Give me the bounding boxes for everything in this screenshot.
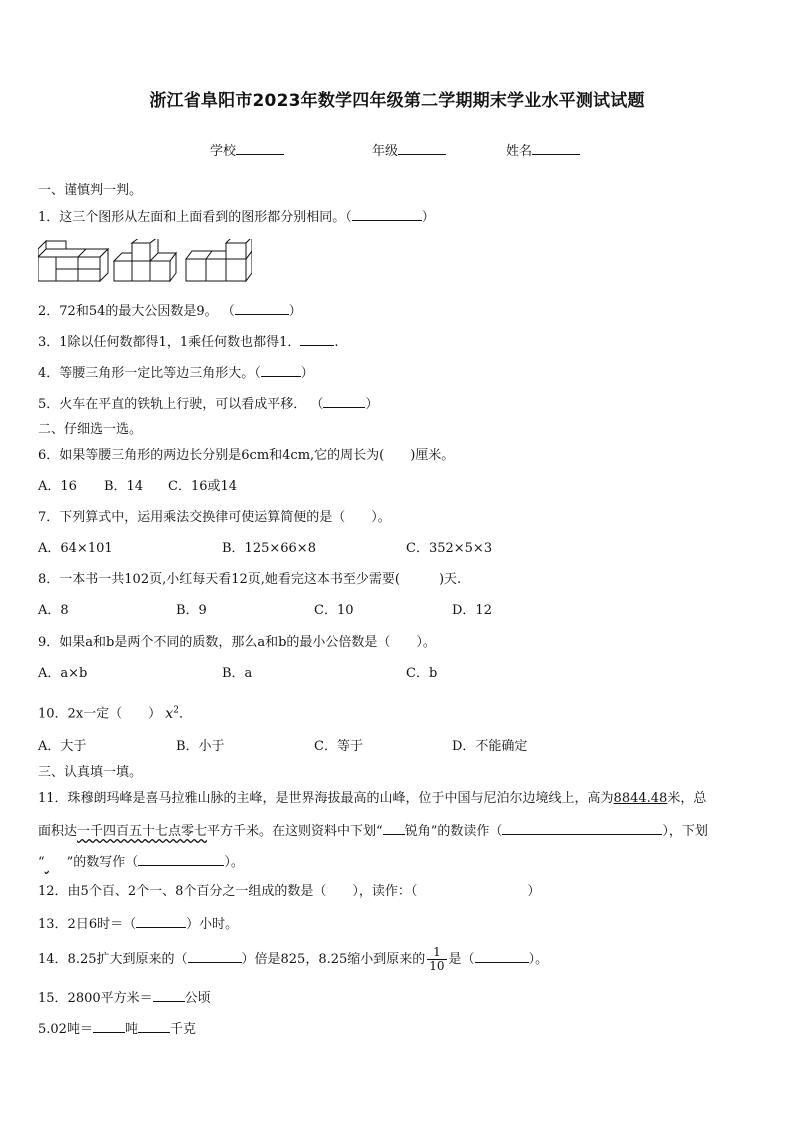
q13-blank[interactable] [136, 915, 186, 928]
q4-blank[interactable] [261, 364, 301, 377]
fraction-one-tenth: $\frac{1}{10}$ [429, 945, 445, 973]
question-11-line-3: “ ”的数写作（ ）。 [38, 855, 244, 870]
q9-option-b[interactable]: B．a [222, 666, 253, 681]
cube-figure-3 [186, 239, 252, 281]
question-8: 8．一本书一共102页,小红每天看12页,她看完这本书至少需要( )天. [38, 572, 462, 587]
q15-blank-1[interactable] [153, 989, 185, 1002]
question-7: 7．下列算式中，运用乘法交换律可使运算简便的是（ ）。 [38, 510, 391, 525]
question-10: 10．2x一定（ ） $x^2$． [38, 705, 192, 722]
q7-option-c[interactable]: C．352×5×3 [406, 541, 493, 556]
name-label: 姓名 [506, 144, 533, 159]
cube-figure-2 [114, 239, 176, 281]
q11-write-blank[interactable] [138, 853, 224, 866]
q5-blank[interactable] [323, 395, 365, 408]
page-title: 浙江省阜阳市2023年数学四年级第二学期期末学业水平测试试题 [149, 91, 645, 111]
question-11-line-1: 11．珠穆朗玛峰是喜马拉雅山脉的主峰，是世界海拔最高的山峰，位于中国与尼泊尔边境线上，高为8844.48米，总 [38, 791, 707, 806]
q7-option-a[interactable]: A．64×101 [38, 541, 113, 556]
q8-option-c[interactable]: C．10 [314, 603, 354, 618]
school-blank[interactable] [236, 142, 284, 155]
q6-option-a[interactable]: A．16 [38, 479, 77, 494]
q11-height: 8844.48 [613, 791, 668, 806]
q1-blank[interactable] [352, 208, 422, 221]
name-field [506, 140, 580, 159]
q8-option-a[interactable]: A．8 [38, 603, 69, 618]
q7-option-b[interactable]: B．125×66×8 [222, 541, 316, 556]
section-1-heading: 一、谨慎判一判。 [38, 183, 143, 198]
section-3-heading: 三、认真填一填。 [38, 765, 143, 780]
grade-field [372, 140, 446, 159]
cube-figures [38, 239, 252, 287]
q9-option-a[interactable]: A．a×b [38, 666, 88, 681]
school-label: 学校 [210, 144, 237, 159]
q15-blank-3[interactable] [138, 1020, 170, 1033]
question-5: 5．火车在平直的铁轨上行驶，可以看成平移． （ ） [38, 397, 379, 412]
q9-option-c[interactable]: C．b [406, 666, 438, 681]
question-15-line-1: 15．2800平方米＝ 公顷 [38, 991, 211, 1006]
q2-blank[interactable] [235, 302, 289, 315]
cube-figure-1 [38, 241, 108, 281]
question-3: 3．1除以任何数都得1，1乘任何数也都得1． . [38, 335, 339, 350]
question-15-line-2: 5.02吨＝ 吨 千克 [38, 1022, 196, 1037]
question-14: 14．8.25扩大到原来的（ ）倍是825，8.25缩小到原来的 $\frac{1}{10}$ 是（ ）。 [38, 945, 549, 973]
question-2: 2．72和54的最大公因数是9。 （ ） [38, 304, 302, 319]
q10-option-b[interactable]: B．小于 [176, 739, 225, 754]
q8-option-b[interactable]: B．9 [176, 603, 207, 618]
q14-blank-2[interactable] [475, 950, 529, 963]
question-9: 9．如果a和b是两个不同的质数，那么a和b的最小公倍数是（ ）。 [38, 635, 436, 650]
grade-blank[interactable] [398, 142, 446, 155]
q11-area: 一千四百五十七点零七 [77, 824, 208, 839]
school-field [210, 140, 284, 159]
q6-option-b[interactable]: B．14 [104, 479, 144, 494]
name-blank[interactable] [532, 142, 580, 155]
question-12: 12．由5个百、2个一、8个百分之一组成的数是（ ），读作：（ ） [38, 884, 541, 899]
q11-read-blank[interactable] [502, 822, 662, 835]
question-4: 4．等腰三角形一定比等边三角形大。（ ） [38, 366, 314, 381]
q6-option-c[interactable]: C．16或14 [168, 479, 238, 494]
q3-blank[interactable] [300, 333, 334, 346]
q8-option-d[interactable]: D．12 [452, 603, 492, 618]
q10-option-d[interactable]: D．不能确定 [452, 739, 528, 754]
question-1: 1．这三个图形从左面和上面看到的图形都分别相同。（ ） [38, 210, 435, 225]
question-13: 13．2日6时＝（ ）小时。 [38, 917, 239, 932]
question-11-line-2: 面积达一千四百五十七点零七平方千米。在这则资料中下划“ 锐角”的数读作（ ），下划 [38, 824, 708, 839]
x-squared: $x^2$ [165, 705, 179, 722]
question-6: 6．如果等腰三角形的两边长分别是6cm和4cm,它的周长为( )厘米。 [38, 448, 455, 463]
q10-option-a[interactable]: A．大于 [38, 739, 87, 754]
q10-option-c[interactable]: C．等于 [314, 739, 363, 754]
q15-blank-2[interactable] [93, 1020, 125, 1033]
q14-blank-1[interactable] [188, 950, 242, 963]
grade-label: 年级 [372, 144, 399, 159]
section-2-heading: 二、仔细选一选。 [38, 422, 143, 437]
